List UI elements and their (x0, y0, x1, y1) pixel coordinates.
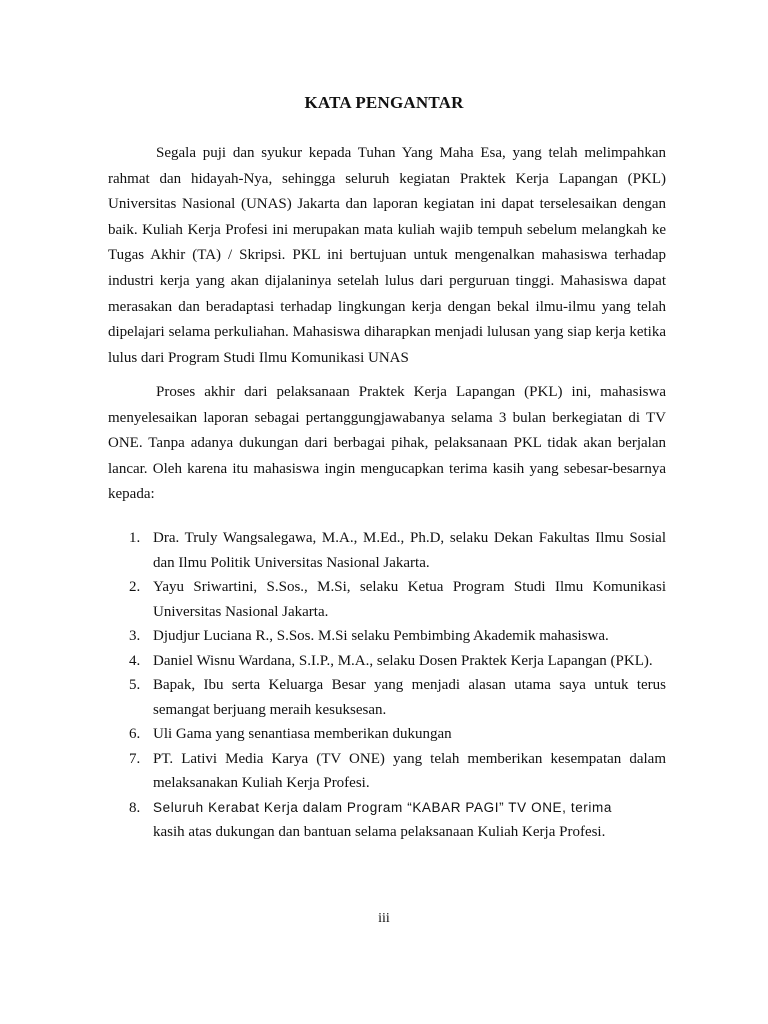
list-item (108, 649, 666, 674)
list-number: 2. (129, 579, 141, 595)
list-text: Bapak, Ibu serta Keluarga Besar yang menjadi alasan utama saya untuk terus semangat berjuang meraih kesuksesan. (153, 677, 666, 718)
list-text: Seluruh Kerabat Kerja dalam Program “KABAR PAGI” TV ONE, terima (153, 799, 612, 815)
list-text: Yayu Sriwartini, S.Sos., M.Si, selaku Ketua Program Studi Ilmu Komunikasi Universitas Nasional Jakarta. (153, 579, 666, 620)
page-title: KATA PENGANTAR (304, 93, 464, 112)
list-item (108, 747, 666, 796)
list-number: 7. (129, 750, 141, 767)
acknowledgement-list (108, 526, 666, 845)
list-text: Dra. Truly Wangsalegawa, M.A., M.Ed., Ph.D, selaku Dekan Fakultas Ilmu Sosial dan Ilmu Politik Universitas Nasional Jakarta. (153, 530, 666, 571)
list-text: PT. Lativi Media Karya (TV ONE) yang telah memberikan kesempatan dalam melaksanakan Kuliah Kerja Profesi. (153, 750, 666, 791)
list-number: 1. (129, 530, 141, 546)
list-number: 4. (129, 652, 141, 669)
list-number: 8. (129, 799, 141, 816)
list-text: Djudjur Luciana R., S.Sos. M.Si selaku Pembimbing Akademik mahasiswa. (153, 628, 609, 644)
list-item (108, 624, 666, 649)
list-item (108, 673, 666, 722)
list-text: Uli Gama yang senantiasa memberikan dukungan (153, 726, 452, 742)
list-number: 3. (129, 628, 141, 644)
list-item (108, 526, 666, 575)
list-number: 6. (129, 726, 141, 742)
list-item (108, 575, 666, 624)
list-item (108, 722, 666, 747)
list-text: Daniel Wisnu Wardana, S.I.P., M.A., selaku Dosen Praktek Kerja Lapangan (PKL). (153, 652, 653, 669)
paragraph-thanks: Proses akhir dari pelaksanaan Praktek Kerja Lapangan (PKL) ini, mahasiswa menyelesaikan laporan sebagai pertanggungjawabanya selama 3 bulan berkegiatan di TV ONE. Tanpa adanya dukungan dari berbagai pihak, pelaksanaan PKL tidak akan berjalan lancar. Oleh karena itu mahasiswa ingin mengucapkan terima kasih yang sebesar-besarnya kepada: (108, 384, 666, 503)
list-number: 5. (129, 677, 141, 693)
page-number: iii (378, 911, 390, 926)
list-text-continuation: kasih atas dukungan dan bantuan selama pelaksanaan Kuliah Kerja Profesi. (153, 824, 606, 840)
paragraph-intro: Segala puji dan syukur kepada Tuhan Yang Maha Esa, yang telah melimpahkan rahmat dan hidayah-Nya, sehingga seluruh kegiatan Praktek Kerja Lapangan (PKL) Universitas Nasional (UNAS) Jakarta dan laporan kegiatan ini dapat terselesaikan dengan baik. Kuliah Kerja Profesi ini merupakan mata kuliah wajib tempuh sebelum melangkah ke Tugas Akhir (TA) / Skripsi. PKL ini bertujuan untuk mengenalkan mahasiswa terhadap industri kerja yang akan dijalaninya setelah lulus dari perguruan tinggi. Mahasiswa dapat merasakan dan beradaptasi terhadap lingkungan kerja dengan bekal ilmu-ilmu yang telah dipelajari selama perkuliahan. Mahasiswa diharapkan menjadi lulusan yang siap kerja ketika lulus dari Program Studi Ilmu Komunikasi UNAS (108, 145, 666, 366)
list-item (108, 796, 666, 845)
